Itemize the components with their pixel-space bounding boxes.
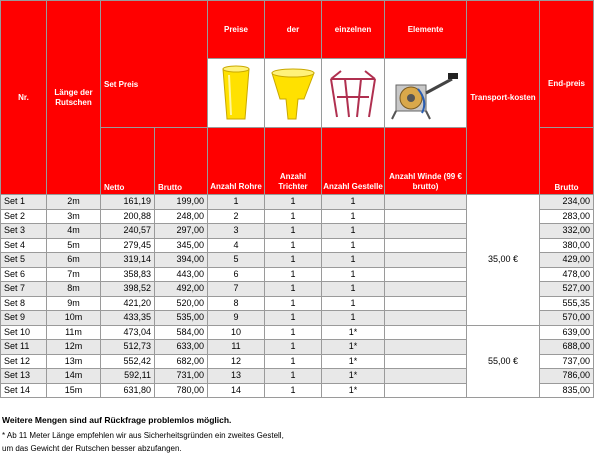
cell-laenge: 11m xyxy=(47,325,101,340)
header-anzahl-rohre: Anzahl Rohre xyxy=(208,128,265,195)
cell-netto: 319,14 xyxy=(101,253,155,268)
notes xyxy=(2,412,592,454)
cell-transport: 35,00 € xyxy=(467,195,540,326)
gestell-icon xyxy=(325,65,381,121)
cell-rohre: 7 xyxy=(208,282,265,297)
cell-trichter: 1 xyxy=(265,369,322,384)
cell-endpreis: 283,00 xyxy=(540,209,594,224)
winde-icon xyxy=(388,65,464,121)
cell-brutto: 584,00 xyxy=(155,325,208,340)
cell-gestelle: 1* xyxy=(322,340,385,355)
header-anzahl-trichter: Anzahl Trichter xyxy=(265,128,322,195)
rohr-icon xyxy=(219,65,253,121)
cell-set: Set 11 xyxy=(1,340,47,355)
header-preise: Preise xyxy=(208,1,265,59)
cell-trichter: 1 xyxy=(265,383,322,398)
header-anzahl-gestelle: Anzahl Gestelle xyxy=(322,128,385,195)
cell-laenge: 3m xyxy=(47,209,101,224)
header-netto: Netto xyxy=(101,128,155,195)
cell-gestelle: 1 xyxy=(322,195,385,210)
gestell-image-cell xyxy=(322,59,385,128)
cell-netto: 161,19 xyxy=(101,195,155,210)
cell-set: Set 13 xyxy=(1,369,47,384)
cell-brutto: 199,00 xyxy=(155,195,208,210)
header-einzelnen: einzelnen xyxy=(322,1,385,59)
cell-winde xyxy=(385,253,467,268)
cell-laenge: 9m xyxy=(47,296,101,311)
cell-winde xyxy=(385,195,467,210)
cell-rohre: 2 xyxy=(208,209,265,224)
trichter-image-cell xyxy=(265,59,322,128)
header-elemente: Elemente xyxy=(385,1,467,59)
header-set-preis: Set Preis xyxy=(101,1,208,128)
header-nr: Nr. xyxy=(1,1,47,195)
cell-laenge: 5m xyxy=(47,238,101,253)
cell-brutto: 394,00 xyxy=(155,253,208,268)
cell-winde xyxy=(385,282,467,297)
note-gewicht: um das Gewicht der Rutschen besser abzufangen. xyxy=(2,444,182,453)
cell-gestelle: 1 xyxy=(322,311,385,326)
cell-winde xyxy=(385,238,467,253)
cell-netto: 473,04 xyxy=(101,325,155,340)
cell-netto: 398,52 xyxy=(101,282,155,297)
cell-brutto: 297,00 xyxy=(155,224,208,239)
cell-endpreis: 570,00 xyxy=(540,311,594,326)
cell-brutto: 443,00 xyxy=(155,267,208,282)
cell-winde xyxy=(385,224,467,239)
cell-trichter: 1 xyxy=(265,325,322,340)
cell-set: Set 7 xyxy=(1,282,47,297)
cell-rohre: 6 xyxy=(208,267,265,282)
cell-laenge: 15m xyxy=(47,383,101,398)
cell-netto: 240,57 xyxy=(101,224,155,239)
cell-netto: 200,88 xyxy=(101,209,155,224)
cell-set: Set 1 xyxy=(1,195,47,210)
cell-laenge: 10m xyxy=(47,311,101,326)
cell-brutto: 248,00 xyxy=(155,209,208,224)
cell-set: Set 4 xyxy=(1,238,47,253)
header-transport: Transport-kosten xyxy=(467,1,540,195)
cell-rohre: 9 xyxy=(208,311,265,326)
cell-winde xyxy=(385,383,467,398)
cell-set: Set 6 xyxy=(1,267,47,282)
cell-brutto: 633,00 xyxy=(155,340,208,355)
cell-netto: 358,83 xyxy=(101,267,155,282)
cell-trichter: 1 xyxy=(265,311,322,326)
cell-laenge: 7m xyxy=(47,267,101,282)
cell-brutto: 345,00 xyxy=(155,238,208,253)
cell-endpreis: 332,00 xyxy=(540,224,594,239)
cell-netto: 592,11 xyxy=(101,369,155,384)
cell-brutto: 682,00 xyxy=(155,354,208,369)
cell-set: Set 14 xyxy=(1,383,47,398)
rohr-image-cell xyxy=(208,59,265,128)
cell-trichter: 1 xyxy=(265,354,322,369)
cell-brutto: 492,00 xyxy=(155,282,208,297)
cell-trichter: 1 xyxy=(265,282,322,297)
cell-brutto: 780,00 xyxy=(155,383,208,398)
cell-gestelle: 1* xyxy=(322,383,385,398)
cell-gestelle: 1 xyxy=(322,209,385,224)
cell-netto: 631,80 xyxy=(101,383,155,398)
cell-endpreis: 555,35 xyxy=(540,296,594,311)
cell-winde xyxy=(385,325,467,340)
note-weitere-mengen: Weitere Mengen sind auf Rückfrage problemlos möglich. xyxy=(2,415,232,425)
cell-laenge: 12m xyxy=(47,340,101,355)
cell-winde xyxy=(385,209,467,224)
table-row xyxy=(1,195,594,210)
cell-endpreis: 527,00 xyxy=(540,282,594,297)
cell-endpreis: 835,00 xyxy=(540,383,594,398)
cell-laenge: 2m xyxy=(47,195,101,210)
header-anzahl-winde: Anzahl Winde (99 € brutto) xyxy=(385,128,467,195)
cell-gestelle: 1* xyxy=(322,369,385,384)
price-table-body xyxy=(1,195,594,398)
cell-trichter: 1 xyxy=(265,296,322,311)
cell-endpreis: 737,00 xyxy=(540,354,594,369)
note-gestell-hint: * Ab 11 Meter Länge empfehlen wir aus Sicherheitsgründen ein zweites Gestell, xyxy=(2,431,284,440)
header-laenge: Länge der Rutschen xyxy=(47,1,101,195)
cell-endpreis: 429,00 xyxy=(540,253,594,268)
cell-set: Set 8 xyxy=(1,296,47,311)
cell-trichter: 1 xyxy=(265,267,322,282)
cell-laenge: 13m xyxy=(47,354,101,369)
cell-set: Set 9 xyxy=(1,311,47,326)
cell-endpreis: 380,00 xyxy=(540,238,594,253)
cell-gestelle: 1 xyxy=(322,224,385,239)
cell-winde xyxy=(385,311,467,326)
cell-endpreis: 478,00 xyxy=(540,267,594,282)
cell-laenge: 6m xyxy=(47,253,101,268)
cell-gestelle: 1* xyxy=(322,354,385,369)
cell-brutto: 535,00 xyxy=(155,311,208,326)
header-brutto: Brutto xyxy=(155,128,208,195)
cell-winde xyxy=(385,267,467,282)
cell-winde xyxy=(385,296,467,311)
cell-gestelle: 1 xyxy=(322,238,385,253)
cell-gestelle: 1 xyxy=(322,282,385,297)
cell-rohre: 4 xyxy=(208,238,265,253)
table-row xyxy=(1,325,594,340)
cell-netto: 279,45 xyxy=(101,238,155,253)
cell-rohre: 11 xyxy=(208,340,265,355)
cell-trichter: 1 xyxy=(265,224,322,239)
cell-brutto: 731,00 xyxy=(155,369,208,384)
winde-image-cell xyxy=(385,59,467,128)
cell-set: Set 3 xyxy=(1,224,47,239)
trichter-icon xyxy=(268,65,318,121)
cell-netto: 421,20 xyxy=(101,296,155,311)
cell-winde xyxy=(385,340,467,355)
cell-netto: 433,35 xyxy=(101,311,155,326)
cell-rohre: 5 xyxy=(208,253,265,268)
cell-rohre: 13 xyxy=(208,369,265,384)
cell-set: Set 2 xyxy=(1,209,47,224)
cell-endpreis: 688,00 xyxy=(540,340,594,355)
cell-gestelle: 1 xyxy=(322,253,385,268)
cell-trichter: 1 xyxy=(265,340,322,355)
cell-laenge: 14m xyxy=(47,369,101,384)
cell-trichter: 1 xyxy=(265,209,322,224)
cell-gestelle: 1* xyxy=(322,325,385,340)
cell-rohre: 3 xyxy=(208,224,265,239)
cell-netto: 552,42 xyxy=(101,354,155,369)
cell-trichter: 1 xyxy=(265,253,322,268)
cell-netto: 512,73 xyxy=(101,340,155,355)
cell-trichter: 1 xyxy=(265,238,322,253)
cell-laenge: 8m xyxy=(47,282,101,297)
cell-endpreis: 786,00 xyxy=(540,369,594,384)
cell-rohre: 14 xyxy=(208,383,265,398)
header-endpreis: End-preis xyxy=(540,1,594,128)
cell-set: Set 12 xyxy=(1,354,47,369)
cell-rohre: 10 xyxy=(208,325,265,340)
cell-endpreis: 234,00 xyxy=(540,195,594,210)
cell-brutto: 520,00 xyxy=(155,296,208,311)
cell-transport: 55,00 € xyxy=(467,325,540,398)
cell-winde xyxy=(385,354,467,369)
cell-laenge: 4m xyxy=(47,224,101,239)
header-end-brutto: Brutto xyxy=(540,128,594,195)
header-der: der xyxy=(265,1,322,59)
cell-rohre: 8 xyxy=(208,296,265,311)
cell-gestelle: 1 xyxy=(322,296,385,311)
cell-rohre: 1 xyxy=(208,195,265,210)
cell-endpreis: 639,00 xyxy=(540,325,594,340)
cell-trichter: 1 xyxy=(265,195,322,210)
cell-rohre: 12 xyxy=(208,354,265,369)
cell-gestelle: 1 xyxy=(322,267,385,282)
cell-set: Set 5 xyxy=(1,253,47,268)
cell-set: Set 10 xyxy=(1,325,47,340)
cell-winde xyxy=(385,369,467,384)
